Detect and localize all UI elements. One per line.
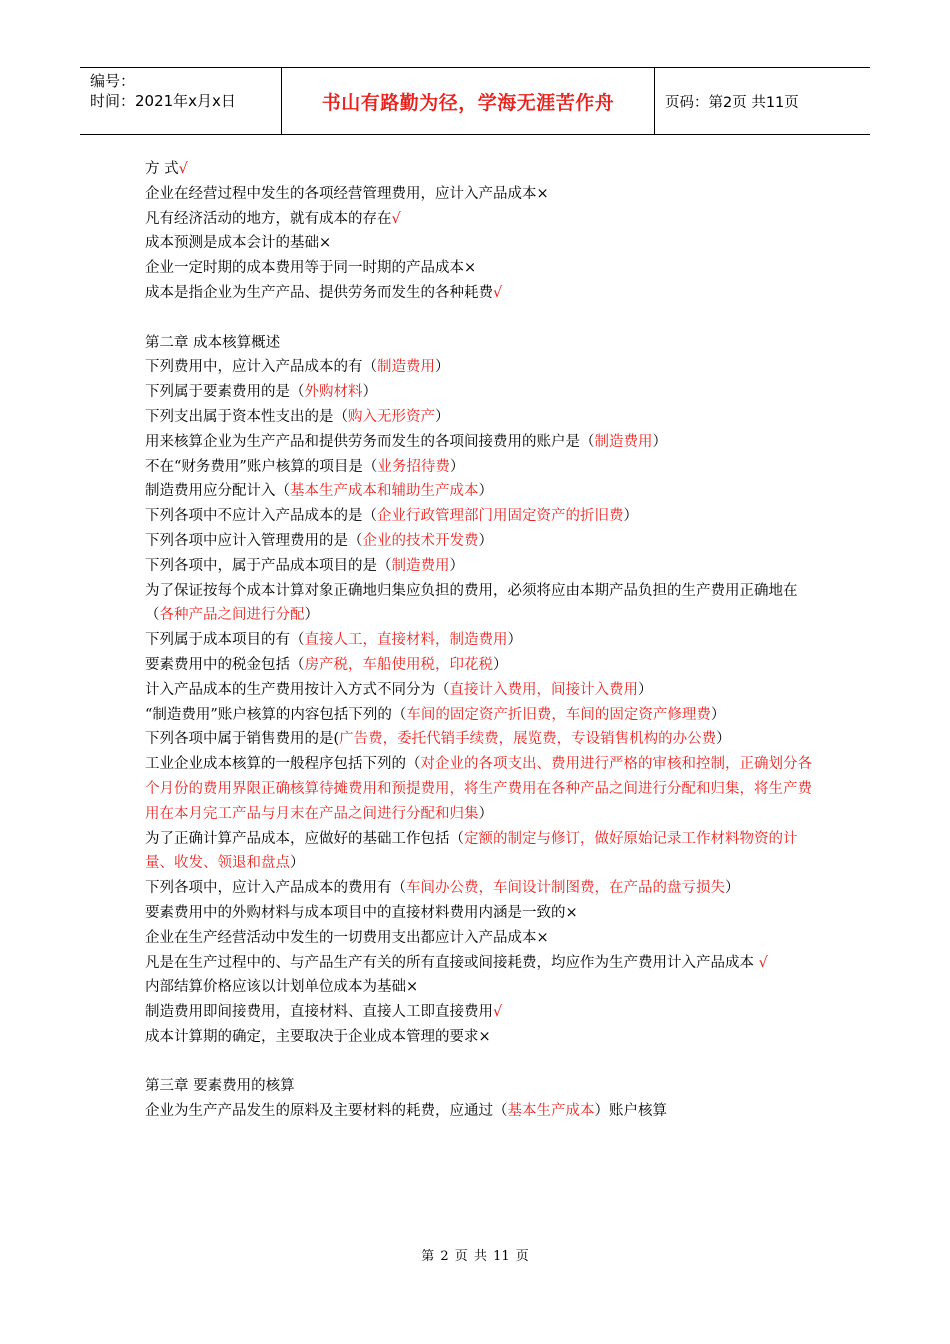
text-line — [145, 504, 815, 529]
blank-line — [145, 306, 815, 331]
text-line — [145, 554, 815, 579]
closing-text: ） — [478, 532, 493, 549]
answer-text: 外购材料 — [304, 384, 363, 401]
header-motto: 书山有路勤为径，学海无涯苦作舟 — [282, 68, 655, 134]
text-line — [145, 529, 815, 554]
question-text: 企业在生产经营活动中发生的一切费用支出都应计入产品成本× — [145, 929, 549, 946]
answer-text: 车间的固定资产折旧费，车间的固定资产修理费 — [406, 706, 711, 723]
text-line — [145, 231, 815, 256]
document-number-label: 编号： — [90, 72, 136, 90]
text-line — [145, 380, 815, 405]
text-line — [145, 1099, 815, 1124]
answer-text: 房产税，车船使用税，印花税 — [304, 656, 493, 673]
answer-text: 制造费用 — [377, 359, 435, 376]
answer-text: 车间办公费，车间设计制图费，在产品的盘亏损失 — [406, 880, 725, 897]
question-text: 下列各项中，应计入产品成本的费用有（ — [145, 880, 406, 897]
question-text: 下列各项中，属于产品成本项目的是（ — [145, 557, 392, 574]
closing-text: ）账户核算 — [594, 1103, 667, 1120]
text-line — [145, 157, 815, 182]
answer-text: 制造费用 — [594, 433, 653, 450]
answer-text: √ — [178, 161, 188, 177]
closing-text: ） — [493, 656, 508, 673]
closing-text: ） — [716, 731, 731, 748]
question-text: 下列各项中属于销售费用的是( — [145, 731, 340, 748]
text-line — [145, 455, 815, 480]
answer-text: 直接人工，直接材料，制造费用 — [304, 632, 508, 649]
question-text: 计入产品成本的生产费用按计入方式不同分为（ — [145, 681, 450, 698]
closing-text: ） — [449, 557, 464, 574]
text-line — [145, 1025, 815, 1050]
question-text: 下列属于成本项目的有（ — [145, 632, 305, 649]
footer-text: 页 — [454, 1249, 468, 1264]
text-line — [145, 256, 815, 281]
footer-page-number: 2 — [440, 1249, 449, 1264]
text-line — [145, 331, 815, 356]
question-text: 方 式 — [145, 161, 179, 177]
question-text: 下列支出属于资本性支出的是（ — [145, 408, 348, 425]
closing-text: ） — [638, 681, 653, 698]
closing-text: ） — [652, 433, 667, 450]
question-text: 下列各项中不应计入产品成本的是（ — [145, 508, 377, 525]
answer-text: 购入无形资产 — [348, 408, 435, 425]
question-text: 要素费用中的税金包括（ — [145, 656, 305, 673]
text-line — [145, 579, 815, 629]
footer-text: 第 — [421, 1249, 435, 1264]
question-text: 成本计算期的确定，主要取决于企业成本管理的要求× — [145, 1028, 491, 1045]
question-text: 制造费用即间接费用，直接材料、直接人工即直接费用 — [145, 1004, 493, 1021]
text-line — [145, 182, 815, 207]
question-text: “制造费用”账户核算的内容包括下列的（ — [145, 706, 407, 723]
closing-text: ） — [449, 458, 465, 475]
header-meta — [80, 68, 282, 134]
question-text: 下列费用中，应计入产品成本的有（ — [145, 359, 377, 376]
question-text: 企业一定时期的成本费用等于同一时期的产品成本× — [145, 260, 477, 277]
text-line — [145, 430, 815, 455]
question-text: 企业在经营过程中发生的各项经营管理费用，应计入产品成本× — [145, 185, 549, 202]
text-line — [145, 355, 815, 380]
question-text: 为了正确计算产品成本，应做好的基础工作包括（ — [145, 830, 464, 847]
question-text: 凡是在生产过程中的、与产品生产有关的所有直接或间接耗费，均应作为生产费用计入产品成本 — [145, 954, 759, 971]
text-line — [145, 281, 815, 306]
question-text: 为了保证按每个成本计算对象正确地归集应负担的费用，必须将应由本期产品负担的生产费用正确地在（ — [145, 582, 798, 624]
closing-text: ） — [304, 607, 319, 624]
answer-text: √ — [758, 954, 768, 971]
question-text: 工业企业成本核算的一般程序包括下列的（ — [145, 756, 421, 773]
answer-text: 企业的技术开发费 — [362, 532, 479, 549]
document-time-label: 时间：2021年x月x日 — [90, 92, 236, 110]
answer-text: 各种产品之间进行分配 — [159, 607, 305, 624]
text-line — [145, 1000, 815, 1025]
answer-text: 直接计入费用，间接计入费用 — [449, 681, 638, 698]
text-line — [145, 727, 815, 752]
text-line — [145, 975, 815, 1000]
question-text: 下列各项中应计入管理费用的是（ — [145, 532, 363, 549]
page-footer — [0, 1245, 950, 1264]
answer-text: √ — [391, 210, 401, 227]
text-line — [145, 405, 815, 430]
answer-text: 定额的制定与修订，做好原始记录工作材料物资的计量、收发、领退和盘点 — [145, 830, 798, 872]
question-text: 要素费用中的外购材料与成本项目中的直接材料费用内涵是一致的× — [145, 904, 578, 921]
text-line — [145, 653, 815, 678]
question-text: 下列属于要素费用的是（ — [145, 384, 305, 401]
document-body — [145, 157, 815, 1124]
footer-text: 共 — [473, 1249, 487, 1264]
blank-line — [145, 1050, 815, 1075]
answer-text: 企业行政管理部门用固定资产的折旧费 — [377, 508, 624, 525]
question-text: 内部结算价格应该以计划单位成本为基础× — [145, 979, 419, 996]
text-line — [145, 1074, 815, 1099]
header-page-info: 页码：第2页 共11页 — [665, 94, 799, 111]
closing-text: ） — [623, 508, 638, 525]
question-text: 不在“财务费用”账户核算的项目是（ — [145, 458, 378, 475]
text-line — [145, 951, 815, 976]
closing-text: ） — [435, 359, 450, 376]
text-line — [145, 703, 815, 728]
answer-text: 广告费，委托代销手续费，展览费，专设销售机构的办公费 — [339, 731, 717, 748]
answer-text: 基本生产成本和辅助生产成本 — [290, 483, 479, 500]
question-text: 成本是指企业为生产产品、提供劳务而发生的各种耗费 — [145, 284, 493, 301]
closing-text: ） — [478, 483, 493, 500]
question-text: 企业为生产产品发生的原料及主要材料的耗费，应通过（ — [145, 1103, 508, 1120]
text-line — [145, 628, 815, 653]
text-line — [145, 901, 815, 926]
question-text: 第三章 要素费用的核算 — [145, 1078, 295, 1095]
closing-text: ） — [478, 805, 493, 822]
closing-text: ） — [725, 880, 740, 897]
answer-text: 业务招待费 — [377, 458, 450, 475]
closing-text: ） — [435, 408, 450, 425]
closing-text: ） — [290, 855, 305, 872]
page-header — [80, 67, 870, 135]
closing-text: ） — [362, 384, 377, 401]
question-text: 成本预测是成本会计的基础× — [145, 235, 332, 252]
question-text: 制造费用应分配计入（ — [145, 483, 290, 500]
text-line — [145, 926, 815, 951]
footer-total-pages: 11 — [493, 1249, 510, 1264]
answer-text: 制造费用 — [391, 557, 450, 574]
answer-text: 基本生产成本 — [507, 1103, 595, 1120]
text-line — [145, 752, 815, 826]
text-line — [145, 876, 815, 901]
question-text: 凡有经济活动的地方，就有成本的存在 — [145, 210, 392, 227]
text-line — [145, 207, 815, 232]
question-text: 第二章 成本核算概述 — [145, 334, 281, 351]
text-line — [145, 827, 815, 877]
footer-text: 页 — [515, 1249, 529, 1264]
answer-text: √ — [493, 1004, 503, 1021]
answer-text: 对企业的各项支出、费用进行严格的审核和控制，正确划分各个月份的费用界限正确核算待摊费用和预提费用，将生产费用在各种产品之间进行分配和归集，将生产费用在本月完工产品与月末在产品之间进行分配和归集 — [145, 756, 812, 822]
closing-text: ） — [507, 632, 522, 649]
question-text: 用来核算企业为生产产品和提供劳务而发生的各项间接费用的账户是（ — [145, 433, 595, 450]
text-line — [145, 678, 815, 703]
text-line — [145, 479, 815, 504]
answer-text: √ — [493, 284, 503, 301]
closing-text: ） — [710, 706, 726, 723]
